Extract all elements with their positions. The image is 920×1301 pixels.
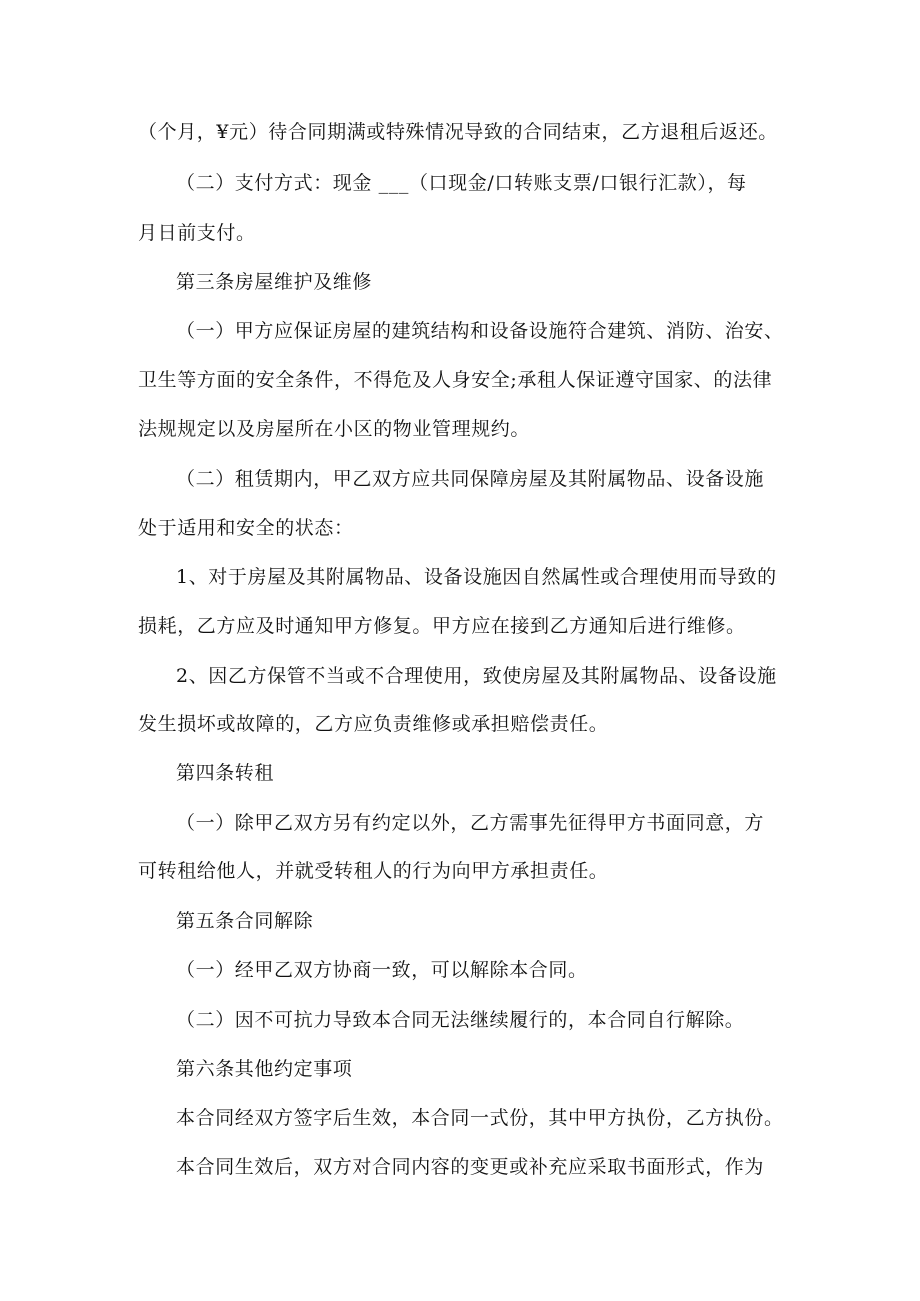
text-line: 发生损坏或故障的，乙方应负责维修或承担赔偿责任。 [138, 713, 609, 735]
text-line: （个月，¥元）待合同期满或特殊情况导致的合同结束，乙方退租后返还。 [138, 121, 778, 143]
text-line: （一）经甲乙双方协商一致，可以解除本合同。 [176, 959, 588, 981]
text-line: 处于适用和安全的状态： [138, 517, 354, 539]
text-line: （二）因不可抗力导致本合同无法继续履行的，本合同自行解除。 [176, 1009, 745, 1031]
text-line: 可转租给他人，并就受转租人的行为向甲方承担责任。 [138, 860, 609, 882]
section-heading: 第四条转租 [176, 762, 275, 784]
text-line: 卫生等方面的安全条件，不得危及人身安全;承租人保证遵守国家、的法律 [138, 369, 773, 391]
section-heading: 第三条房屋维护及维修 [176, 271, 373, 293]
text-line: 2、因乙方保管不当或不合理使用，致使房屋及其附属物品、设备设施 [176, 665, 777, 687]
section-heading: 第五条合同解除 [176, 910, 314, 932]
text-line: 本合同经双方签字后生效，本合同一式份，其中甲方执份，乙方执份。 [176, 1107, 784, 1129]
text-line: 损耗，乙方应及时通知甲方修复。甲方应在接到乙方通知后进行维修。 [138, 615, 746, 637]
text-line: 月日前支付。 [138, 222, 256, 244]
text-line: （二）租赁期内，甲乙双方应共同保障房屋及其附属物品、设备设施 [176, 468, 765, 490]
text-line: （一）除甲乙双方另有约定以外，乙方需事先征得甲方书面同意，方 [176, 812, 765, 834]
text-line: （一）甲方应保证房屋的建筑结构和设备设施符合建筑、消防、治安、 [176, 320, 784, 342]
section-heading: 第六条其他约定事项 [176, 1058, 353, 1080]
text-line: 本合同生效后，双方对合同内容的变更或补充应采取书面形式，作为 [176, 1156, 765, 1178]
text-line: 1、对于房屋及其附属物品、设备设施因自然属性或合理使用而导致的 [176, 566, 777, 588]
text-line: 法规规定以及房屋所在小区的物业管理规约。 [138, 418, 531, 440]
text-line: （二）支付方式：现金 ___（口现金/口转账支票/口银行汇款），每 [176, 172, 747, 194]
